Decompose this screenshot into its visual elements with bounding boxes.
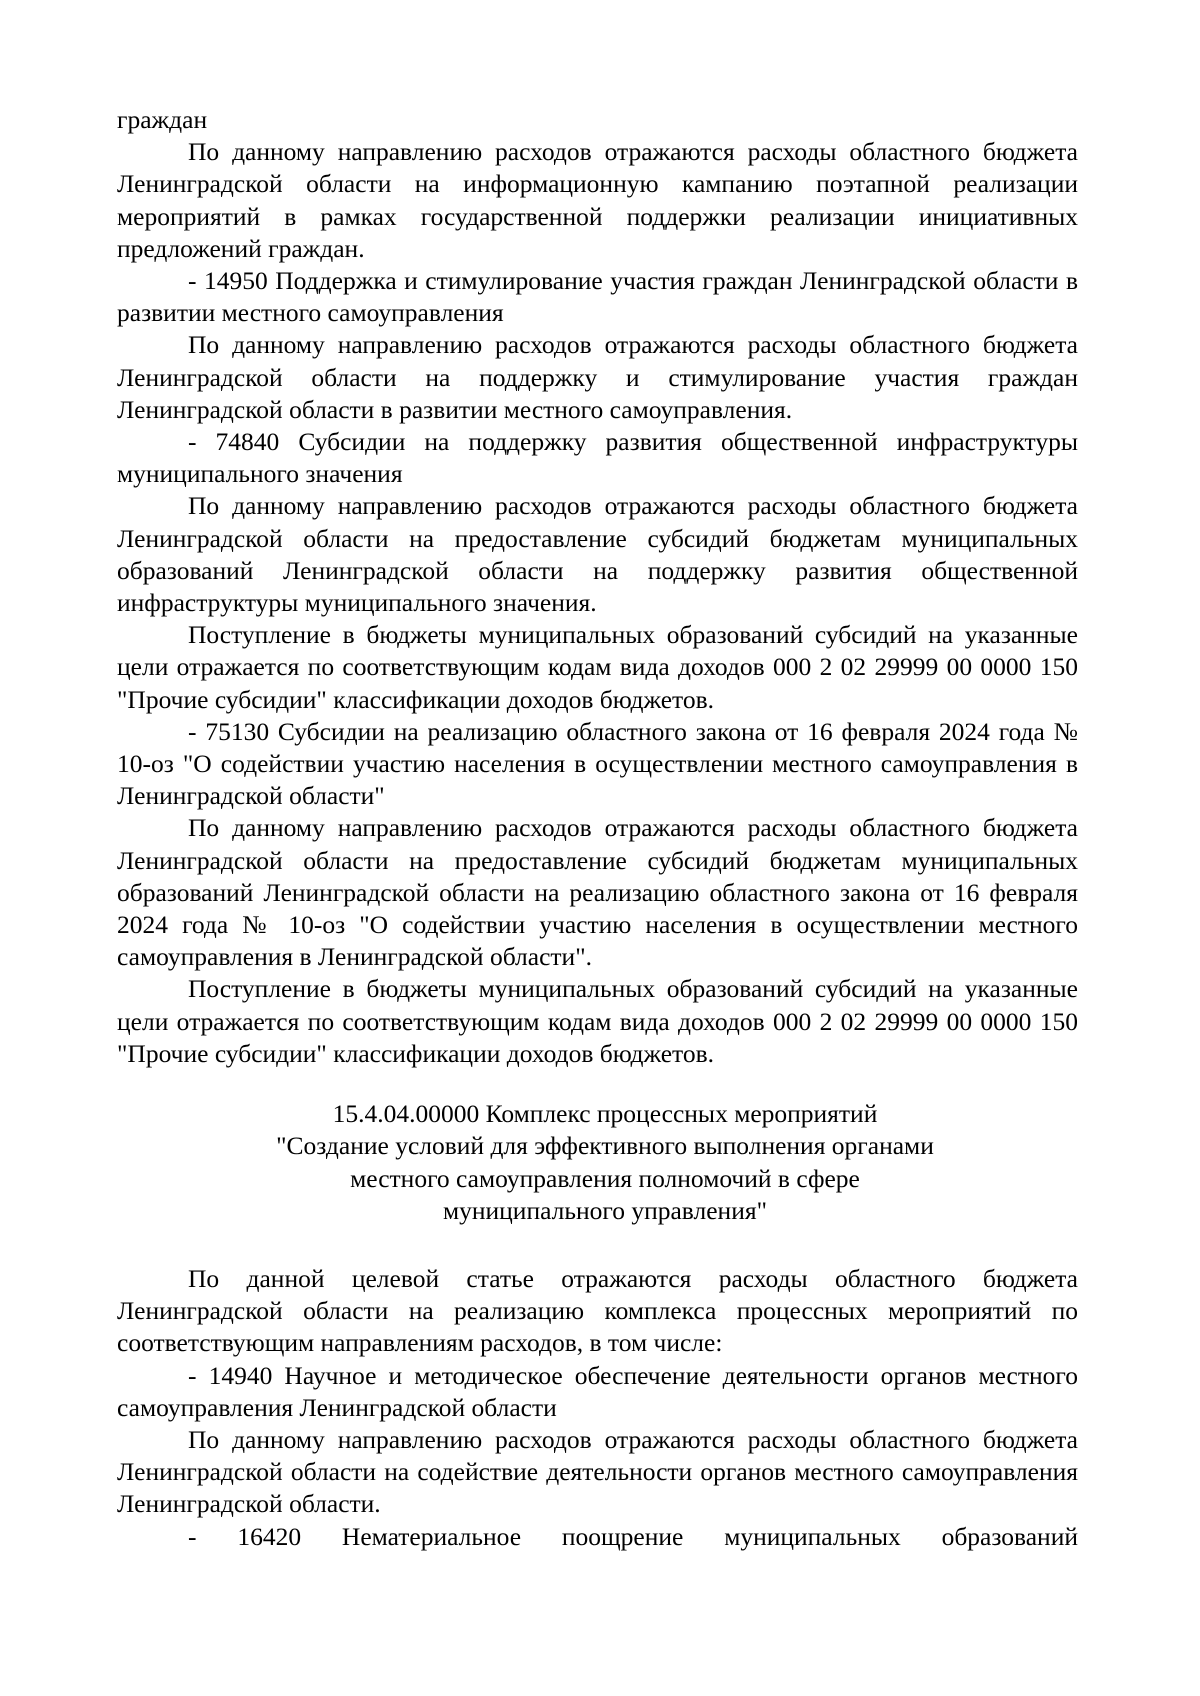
paragraph-expense-item: - 74840 Субсидии на поддержку развития общественной инфраструктуры муниципального значения: [117, 427, 1078, 489]
paragraph-revenue-note: Поступление в бюджеты муниципальных образований субсидий на указанные цели отражается по соответствующим кодам вида доходов 000 2 02 29999 00 0000 150 "Прочие субсидии" классификации доходов бюджетов.: [117, 974, 1078, 1068]
paragraph-description: По данному направлению расходов отражаются расходы областного бюджета Ленинградской области на поддержку и стимулирование участия граждан Ленинградской области в развитии местного самоуправления.: [117, 330, 1078, 424]
paragraph-revenue-note: Поступление в бюджеты муниципальных образований субсидий на указанные цели отражается по соответствующим кодам вида доходов 000 2 02 29999 00 0000 150 "Прочие субсидии" классификации доходов бюджетов.: [117, 620, 1078, 714]
paragraph-expense-item: - 75130 Субсидии на реализацию областного закона от 16 февраля 2024 года № 10-оз "О содействии участию населения в осуществлении местного самоуправления в Ленинградской области": [117, 716, 1078, 811]
paragraph-continuation: граждан: [117, 105, 208, 134]
spacer: [117, 1227, 1078, 1263]
paragraph-expense-item: - 14940 Научное и методическое обеспечение деятельности органов местного самоуправления Ленинградской области: [117, 1360, 1078, 1422]
paragraph-expense-item: - 14950 Поддержка и стимулирование участия граждан Ленинградской области в развитии местного самоуправления: [117, 266, 1078, 328]
section-heading-line: муниципального управления": [442, 1195, 767, 1225]
paragraph-expense-item: - 16420 Нематериальное поощрение муниципальных образований: [188, 1521, 1078, 1551]
paragraph-description: По данному направлению расходов отражаются расходы областного бюджета Ленинградской области на информационную кампанию поэтапной реализации мероприятий в рамках государственной поддержки реализации инициативных предложений граждан.: [117, 137, 1078, 263]
document-page: [117, 104, 1078, 1553]
section-heading: [117, 1098, 1078, 1227]
section-heading-line: местного самоуправления полномочий в сфере: [350, 1163, 860, 1193]
paragraph-description: По данному направлению расходов отражаются расходы областного бюджета Ленинградской области на содействие деятельности органов местного самоуправления Ленинградской области.: [117, 1424, 1078, 1519]
section-heading-line: 15.4.04.00000 Комплекс процессных мероприятий: [332, 1099, 878, 1129]
section-heading-line: "Создание условий для эффективного выполнения органами: [276, 1131, 934, 1161]
spacer: [117, 1070, 1078, 1098]
paragraph-description: По данному направлению расходов отражаются расходы областного бюджета Ленинградской области на предоставление субсидий бюджетам муниципальных образований Ленинградской области на реализацию областного закона от 16 февраля 2024 года № 10-оз "О содействии участию населения в осуществлении местного самоуправления в Ленинградской области".: [117, 813, 1078, 972]
paragraph-description: По данному направлению расходов отражаются расходы областного бюджета Ленинградской области на предоставление субсидий бюджетам муниципальных образований Ленинградской области на поддержку развития общественной инфраструктуры муниципального значения.: [117, 491, 1078, 618]
paragraph-description: По данной целевой статье отражаются расходы областного бюджета Ленинградской области на реализацию комплекса процессных мероприятий по соответствующим направлениям расходов, в том числе:: [117, 1263, 1078, 1358]
